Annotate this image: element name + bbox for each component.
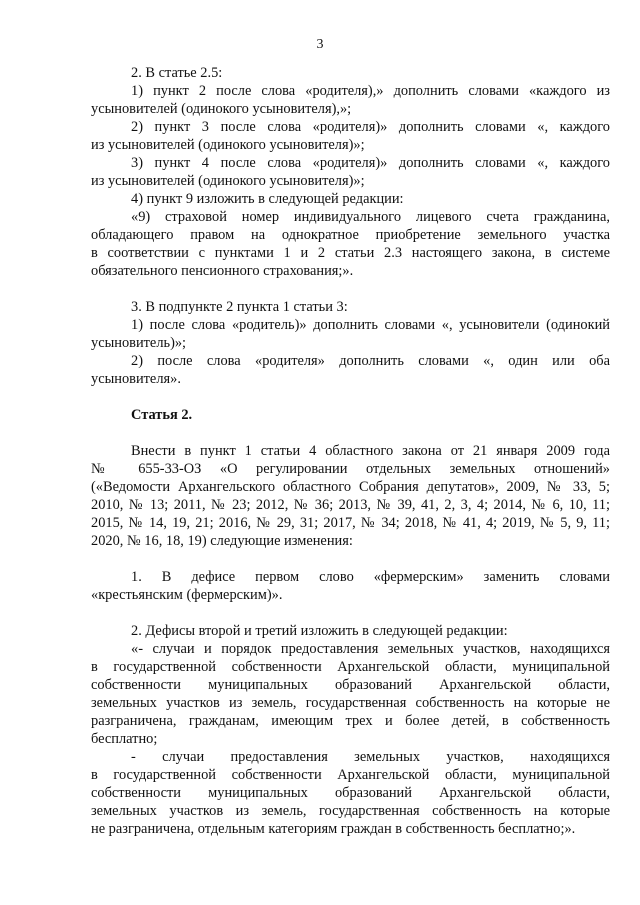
text-line: в государственной собственности Архангельской области, муниципальной xyxy=(91,767,610,783)
text-line: бесплатно; xyxy=(91,731,158,747)
text-line: из усыновителей (одинокого усыновителя)»; xyxy=(91,137,365,153)
text-line: № 655-33-ОЗ «О регулировании отдельных земельных отношений» xyxy=(91,461,610,477)
text-line: из усыновителей (одинокого усыновителя)»; xyxy=(91,173,365,189)
text-line: разграничена, гражданам, имеющим трех и более детей, в собственность xyxy=(91,713,610,729)
text-line: 3) пункт 4 после слова «родителя)» дополнить словами «, каждого xyxy=(131,155,610,171)
clause-heading: 2. Дефисы второй и третий изложить в следующей редакции: xyxy=(131,623,508,639)
clause-heading: 3. В подпункте 2 пункта 1 статьи 3: xyxy=(131,299,348,315)
text-line: «- случаи и порядок предоставления земельных участков, находящихся xyxy=(131,641,610,657)
text-line: Внести в пункт 1 статьи 4 областного закона от 21 января 2009 года xyxy=(131,443,610,459)
text-line: 2) пункт 3 после слова «родителя)» дополнить словами «, каждого xyxy=(131,119,610,135)
text-line: в государственной собственности Архангельской области, муниципальной xyxy=(91,659,610,675)
text-line: 2015, № 14, 19, 21; 2016, № 29, 31; 2017, № 34; 2018, № 41, 4; 2019, № 5, 9, 11; xyxy=(91,515,610,531)
text-line: в соответствии с пунктами 1 и 2 статьи 2.3 настоящего закона, в системе xyxy=(91,245,610,261)
text-line: 1) пункт 2 после слова «родителя),» дополнить словами «каждого из xyxy=(131,83,610,99)
text-line: собственности муниципальных образований Архангельской области, xyxy=(91,785,610,801)
text-line: 4) пункт 9 изложить в следующей редакции: xyxy=(131,191,404,207)
text-line: не разграничена, отдельным категориям граждан в собственность бесплатно;». xyxy=(91,821,576,837)
text-line: 1) после слова «родитель)» дополнить словами «, усыновители (одинокий xyxy=(131,317,610,333)
text-line: 2020, № 16, 18, 19) следующие изменения: xyxy=(91,533,353,549)
text-line: земельных участков из земель, государственная собственность на которые xyxy=(91,803,610,819)
text-line: усыновителя». xyxy=(91,371,181,387)
text-line: земельных участков из земель, государственная собственность на которые не xyxy=(91,695,610,711)
text-line: собственности муниципальных образований Архангельской области, xyxy=(91,677,610,693)
text-line: - случаи предоставления земельных участков, находящихся xyxy=(131,749,610,765)
text-line: «9) страховой номер индивидуального лицевого счета гражданина, xyxy=(131,209,610,225)
text-line: обязательного пенсионного страхования;». xyxy=(91,263,354,279)
text-line: 1. В дефисе первом слово «фермерским» заменить словами xyxy=(131,569,610,585)
page-number: 3 xyxy=(316,37,324,52)
text-line: усыновителей (одинокого усыновителя),»; xyxy=(91,101,352,117)
text-line: («Ведомости Архангельского областного Собрания депутатов», 2009, № 33, 5; xyxy=(91,479,610,495)
text-line: 2) после слова «родителя» дополнить словами «, один или оба xyxy=(131,353,610,369)
article-heading: Статья 2. xyxy=(131,407,193,423)
text-line: 2010, № 13; 2011, № 23; 2012, № 36; 2013, № 39, 41, 2, 3, 4; 2014, № 6, 10, 11; xyxy=(91,497,610,513)
text-line: «крестьянским (фермерским)». xyxy=(91,587,283,603)
text-line: обладающего правом на однократное приобретение земельного участка xyxy=(91,227,610,243)
text-line: усыновитель)»; xyxy=(91,335,187,351)
clause-heading: 2. В статье 2.5: xyxy=(131,65,223,81)
